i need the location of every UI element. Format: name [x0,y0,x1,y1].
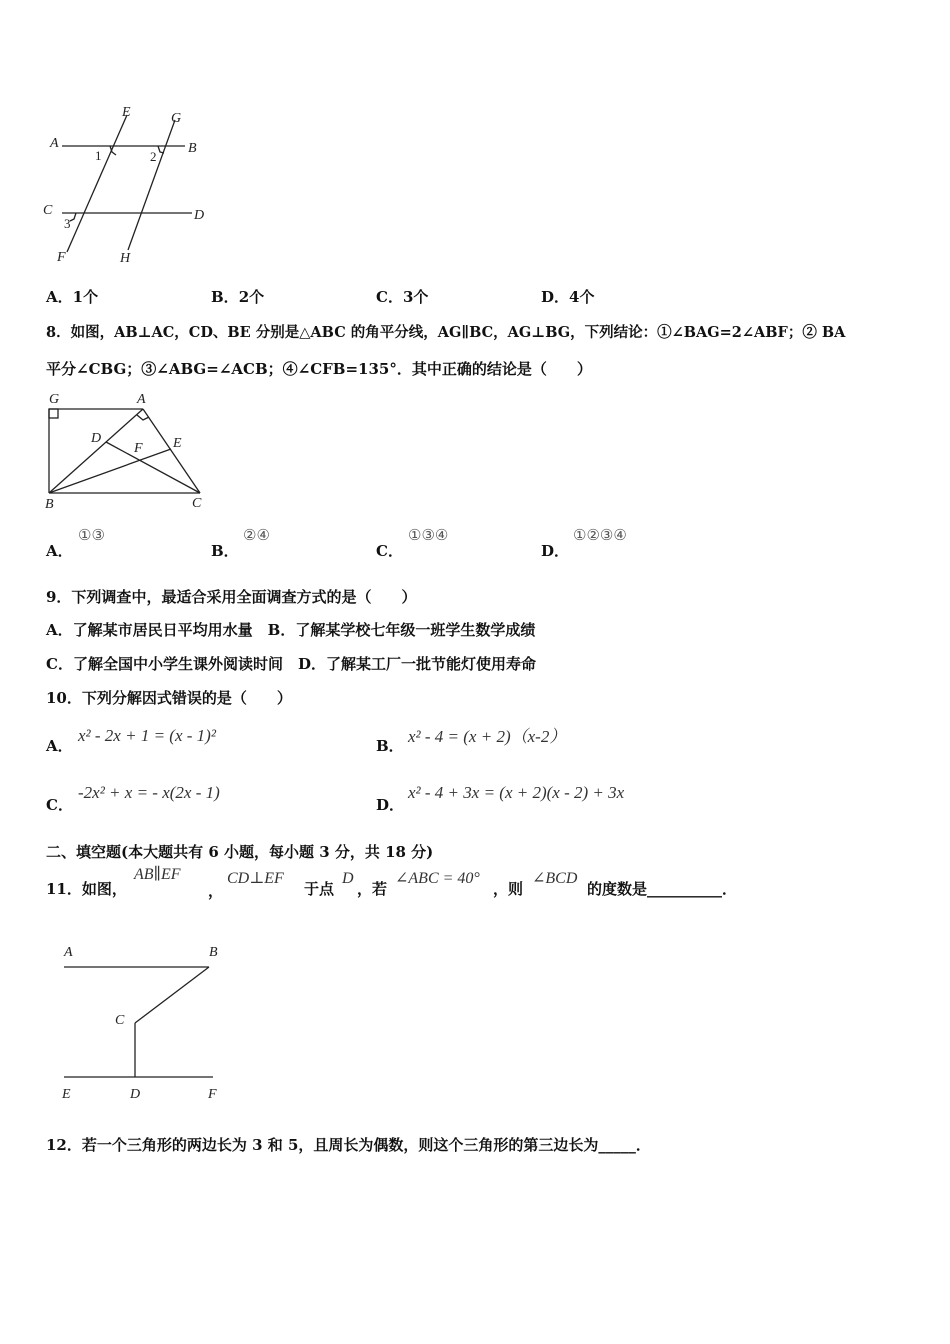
q11-figure [50,936,240,1106]
option-text: 1个 [72,288,99,306]
q7-label-g: G [171,111,182,126]
q7-label-a: A [50,136,59,151]
q11-label-e: E [62,1087,71,1102]
section2-heading: 二、填空题(本大题共有 6 小题，每小题 3 分，共 18 分) [46,843,434,861]
q9-options-row1: A．了解某市居民日平均用水量 B．了解某学校七年级一班学生数学成绩 [46,621,536,639]
q8-option-c-text: ①③④ [408,526,449,544]
q11-text-5: ，则 [493,880,524,898]
q11-text-4: ，若 [357,880,388,898]
q7-label-angle3: 3 [64,216,71,231]
q9-options-row2: C．了解全国中小学生课外阅读时间 D．了解某工厂一批节能灯使用寿命 [46,655,536,673]
q11-text-1: 11．如图， [46,880,127,898]
option-letter: B． [211,288,239,306]
q11-math-d: D [342,870,354,887]
q10-stem: 10．下列分解因式错误的是（ ） [46,689,292,707]
q11-label-b: B [209,945,218,960]
q8-line-ac [143,409,200,493]
q10-option-a-formula: x² - 2x + 1 = (x - 1)² [78,726,216,745]
q7-line-ef [67,115,127,252]
q11-label-d: D [130,1087,141,1102]
q7-option-c [376,286,428,307]
q11-text-3: 于点 [304,880,335,898]
q10-option-b-formula: x² - 4 = (x + 2)（x-2） [408,727,567,746]
q7-line-gh [128,120,175,250]
option-text: 2个 [238,288,265,306]
q8-right-angle-g [49,409,58,418]
q8-option-d-letter: D． [541,542,570,560]
q12-stem: 12．若一个三角形的两边长为 3 和 5，且周长为偶数，则这个三角形的第三边长为_____． [46,1136,651,1154]
q8-label-e: E [173,436,182,451]
q10-option-c-formula: -2x² + x = - x(2x - 1) [78,783,220,802]
q8-line-be [49,449,171,493]
q8-option-a-text: ①③ [78,526,105,544]
q8-label-c: C [192,496,202,511]
q7-label-h: H [120,251,131,266]
q8-option-b-letter: B． [211,542,239,560]
q8-label-b: B [45,497,54,512]
q11-math-angle-bcd: ∠BCD [532,870,578,887]
q10-option-c-letter: C． [46,796,73,814]
q7-label-angle1: 1 [95,148,102,163]
q11-label-c: C [115,1013,125,1028]
q8-line-ab [49,409,143,493]
q8-label-g: G [49,392,60,407]
q8-option-b-text: ②④ [243,526,270,544]
q7-figure [40,100,220,270]
q8-figure [40,386,220,516]
q7-label-d: D [194,208,205,223]
q7-label-b: B [188,141,197,156]
q11-math-ab-parallel-ef: AB∥EF [134,866,181,883]
q7-option-a [46,286,98,307]
q8-label-a: A [137,392,146,407]
q9-stem: 9．下列调查中，最适合采用全面调查方式的是（ ） [46,588,417,606]
q8-label-d: D [91,431,102,446]
q8-stem-line2: 平分∠CBG；③∠ABG=∠ACB；④∠CFB=135°．其中正确的结论是（ ） [46,360,592,378]
q8-option-c-letter: C． [376,542,403,560]
q10-option-a-letter: A． [46,737,73,755]
option-text: 4个 [569,288,595,306]
q10-option-b-letter: B． [376,737,404,755]
q8-option-a-letter: A． [46,542,73,560]
q11-text-6: 的度数是__________． [587,880,738,898]
option-letter: C． [376,288,403,306]
q7-angle-mark-3 [70,213,76,221]
q11-math-angle-abc: ∠ABC = 40° [395,870,480,887]
q8-option-d-text: ①②③④ [573,526,627,544]
q11-stem [46,864,806,904]
q7-label-c: C [43,203,53,218]
option-letter: D． [541,288,570,306]
q7-option-b [211,286,264,307]
option-text: 3个 [402,288,429,306]
q8-stem-line1: 8．如图，AB⊥AC，CD、BE 分别是△ABC 的角平分线，AG∥BC，AG⊥BG，下列结论：①∠BAG=2∠ABF；② BA [46,324,846,341]
q10-option-d-formula: x² - 4 + 3x = (x + 2)(x - 2) + 3x [408,783,625,802]
q11-label-a: A [64,945,73,960]
q11-label-f: F [208,1087,217,1102]
q8-label-f: F [134,441,143,456]
q11-math-cd-perp-ef: CD⊥EF [227,870,284,887]
q7-option-d [541,286,594,307]
q7-label-angle2: 2 [150,149,157,164]
q7-label-e: E [122,105,131,120]
q10-option-d-letter: D． [376,796,405,814]
option-letter: A． [46,288,73,306]
q11-text-2: ， [208,882,224,900]
q11-line-bc [135,967,209,1023]
q7-label-f: F [57,250,66,265]
